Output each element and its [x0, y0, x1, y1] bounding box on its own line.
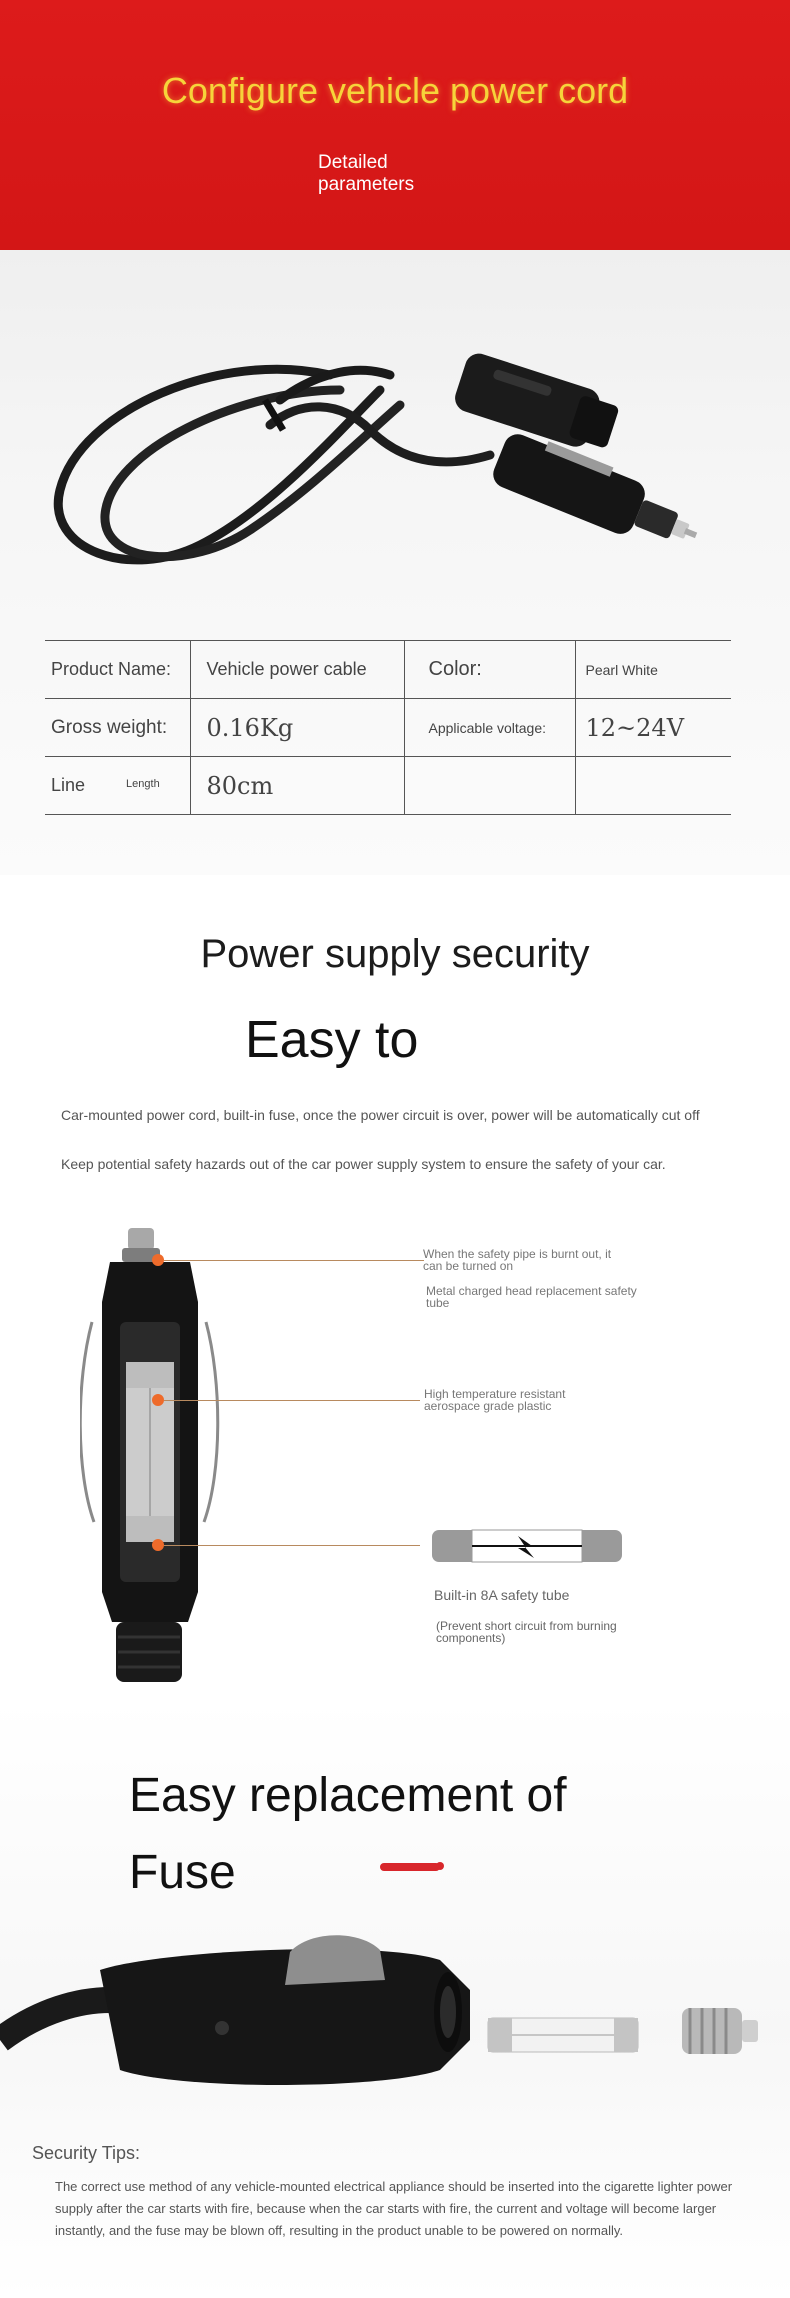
- security-subtitle: Easy to: [245, 1011, 419, 1069]
- spec-label-small: Length: [126, 778, 160, 790]
- callout-dot: [152, 1394, 164, 1406]
- spec-label: Gross weight:: [45, 699, 190, 757]
- spec-value: Vehicle power cable: [190, 641, 404, 699]
- replacement-title-line1: Easy replacement of: [129, 1769, 567, 1822]
- product-photo-area: [0, 250, 790, 875]
- spec-value: 12~24V: [575, 699, 731, 757]
- spec-row: [45, 699, 731, 757]
- spec-label: Product Name:: [45, 641, 190, 699]
- banner-title: Configure vehicle power cord: [161, 70, 629, 111]
- callout-leader: [164, 1545, 420, 1546]
- tips-title: Security Tips:: [32, 2143, 141, 2163]
- spec-value: [575, 757, 731, 815]
- callout-leader: [164, 1400, 420, 1401]
- spec-label-cell: [45, 757, 190, 815]
- decorative-pill: [380, 1863, 440, 1871]
- header-banner: [0, 0, 790, 250]
- fuse-label: Built-in 8A safety tube: [434, 1587, 570, 1603]
- spec-label: [404, 757, 575, 815]
- fuse-note: (Prevent short circuit from burning components): [436, 1619, 617, 1645]
- callout-plastic: High temperature resistant aerospace grade plastic: [424, 1387, 566, 1413]
- replacement-title-line2: Fuse: [129, 1846, 236, 1899]
- power-cord-image: [40, 280, 760, 620]
- spec-value: 80cm: [190, 757, 404, 815]
- plug-cutaway-image: [80, 1222, 220, 1702]
- spec-label: Line: [51, 775, 86, 795]
- banner-subtitle: Detailed parameters: [318, 152, 415, 195]
- spec-value: Pearl White: [575, 641, 731, 699]
- decorative-dot: [436, 1862, 444, 1870]
- spec-label: Applicable voltage:: [404, 699, 575, 757]
- spec-value: 0.16Kg: [190, 699, 404, 757]
- callout-dot: [152, 1254, 164, 1266]
- tips-text: The correct use method of any vehicle-mounted electrical appliance should be inserted into the cigarette lighter power supply after the car starts with fire, because when the car starts with fire, the current and voltage will become larger instantly, and the fuse may be blown off, resulting in the product unable to be powered on normally.: [55, 2179, 733, 2238]
- security-paragraph: Keep potential safety hazards out of the car power supply system to ensure the safety of your car.: [61, 1156, 666, 1172]
- security-title: Power supply security: [200, 932, 590, 976]
- spec-row: [45, 641, 731, 699]
- spec-row: [45, 757, 731, 815]
- plug-disassembled-image: [0, 1930, 790, 2130]
- callout-dot: [152, 1539, 164, 1551]
- callout-safety-pipe: When the safety pipe is burnt out, it can be turned on: [423, 1247, 612, 1273]
- callout-metal-head: Metal charged head replacement safety tube: [426, 1284, 637, 1310]
- fuse-icon: [432, 1526, 622, 1566]
- spec-table: [45, 640, 731, 815]
- callout-leader: [164, 1260, 424, 1261]
- security-paragraph: Car-mounted power cord, built-in fuse, once the power circuit is over, power will be automatically cut off: [61, 1107, 700, 1123]
- spec-label: Color:: [404, 641, 575, 699]
